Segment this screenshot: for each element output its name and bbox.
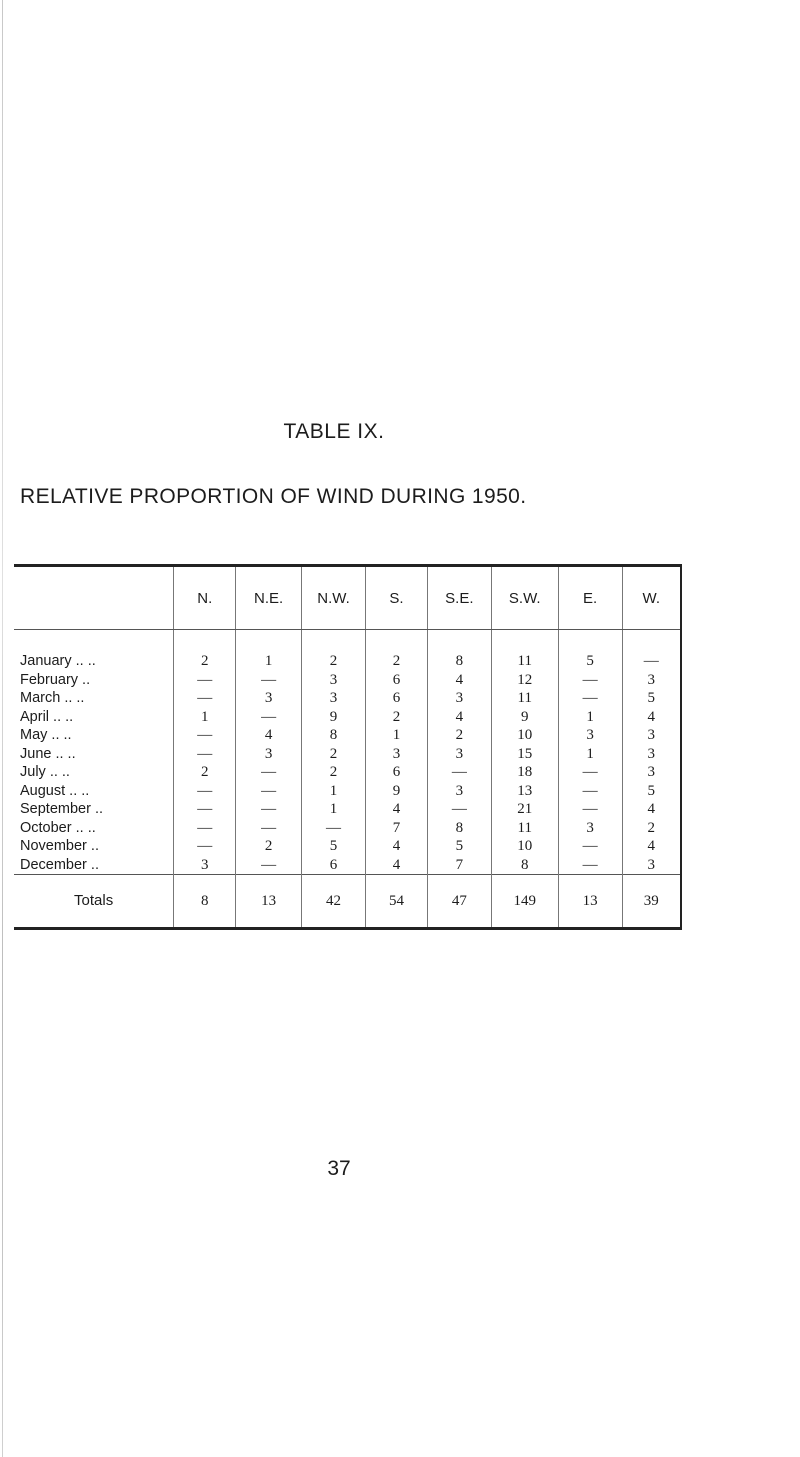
month-label: February .. xyxy=(20,671,91,688)
header-row xyxy=(14,566,681,630)
cell-nw: 1 xyxy=(302,800,366,819)
cell-w: 5 xyxy=(622,782,681,801)
cell-w: 4 xyxy=(622,800,681,819)
table-row xyxy=(14,726,681,745)
cell-e: — xyxy=(558,837,622,856)
table-row xyxy=(14,763,681,782)
cell-se: 3 xyxy=(427,745,491,764)
cell-nw: 2 xyxy=(302,745,366,764)
table-row xyxy=(14,800,681,819)
cell-nw: 2 xyxy=(302,763,366,782)
cell-w: — xyxy=(622,630,681,671)
table-row xyxy=(14,630,681,671)
month-label: June .. .. xyxy=(20,745,76,762)
table-row xyxy=(14,856,681,875)
total-se: 47 xyxy=(427,875,491,929)
cell-sw: 11 xyxy=(491,689,558,708)
table-row xyxy=(14,671,681,690)
table-row xyxy=(14,708,681,727)
cell-sw: 21 xyxy=(491,800,558,819)
cell-ne: — xyxy=(236,819,302,838)
cell-s: 6 xyxy=(366,671,428,690)
cell-ne: 2 xyxy=(236,837,302,856)
cell-se: 7 xyxy=(427,856,491,875)
page-number: 37 xyxy=(327,1157,351,1180)
header-w: W. xyxy=(622,566,681,630)
cell-s: 2 xyxy=(366,708,428,727)
scan-edge xyxy=(2,0,3,1457)
cell-se: 5 xyxy=(427,837,491,856)
table-row xyxy=(14,837,681,856)
header-s: S. xyxy=(366,566,428,630)
cell-ne: — xyxy=(236,856,302,875)
header-e: E. xyxy=(558,566,622,630)
cell-n: — xyxy=(174,671,236,690)
month-label: November .. xyxy=(20,838,99,854)
total-n: 8 xyxy=(174,875,236,929)
cell-s: 4 xyxy=(366,856,428,875)
cell-ne: — xyxy=(236,763,302,782)
header-nw: N.W. xyxy=(302,566,366,630)
cell-w: 3 xyxy=(622,856,681,875)
cell-n: 2 xyxy=(174,763,236,782)
month-label: August .. .. xyxy=(20,782,90,799)
cell-se: 4 xyxy=(427,671,491,690)
cell-e: — xyxy=(558,689,622,708)
cell-se: — xyxy=(427,763,491,782)
cell-w: 2 xyxy=(622,819,681,838)
month-label: September .. xyxy=(20,801,104,817)
cell-nw: — xyxy=(302,819,366,838)
cell-nw: 5 xyxy=(302,837,366,856)
cell-sw: 9 xyxy=(491,708,558,727)
cell-ne: — xyxy=(236,671,302,690)
totals-row xyxy=(14,875,681,929)
cell-sw: 11 xyxy=(491,819,558,838)
cell-e: — xyxy=(558,856,622,875)
cell-e: 3 xyxy=(558,726,622,745)
cell-w: 3 xyxy=(622,726,681,745)
cell-ne: — xyxy=(236,708,302,727)
cell-nw: 6 xyxy=(302,856,366,875)
cell-s: 6 xyxy=(366,763,428,782)
cell-sw: 10 xyxy=(491,837,558,856)
cell-w: 3 xyxy=(622,745,681,764)
cell-n: — xyxy=(174,782,236,801)
header-se: S.E. xyxy=(427,566,491,630)
cell-nw: 8 xyxy=(302,726,366,745)
cell-n: — xyxy=(174,837,236,856)
cell-ne: 3 xyxy=(236,745,302,764)
cell-n: 1 xyxy=(174,708,236,727)
cell-sw: 15 xyxy=(491,745,558,764)
cell-nw: 3 xyxy=(302,689,366,708)
month-label: April .. .. xyxy=(20,708,74,725)
cell-sw: 13 xyxy=(491,782,558,801)
cell-s: 7 xyxy=(366,819,428,838)
cell-se: 8 xyxy=(427,630,491,671)
cell-sw: 8 xyxy=(491,856,558,875)
cell-se: 3 xyxy=(427,689,491,708)
cell-nw: 2 xyxy=(302,630,366,671)
cell-ne: 1 xyxy=(236,630,302,671)
cell-s: 4 xyxy=(366,800,428,819)
month-label: May .. .. xyxy=(20,727,72,743)
cell-sw: 11 xyxy=(491,630,558,671)
header-ne: N.E. xyxy=(236,566,302,630)
table-title: TABLE IX. xyxy=(283,420,385,443)
totals-label: Totals xyxy=(14,875,174,929)
cell-s: 3 xyxy=(366,745,428,764)
month-label: July .. .. xyxy=(20,764,70,780)
cell-s: 4 xyxy=(366,837,428,856)
header-month xyxy=(14,566,174,630)
cell-w: 5 xyxy=(622,689,681,708)
cell-e: — xyxy=(558,763,622,782)
table-body xyxy=(14,630,681,875)
cell-nw: 3 xyxy=(302,671,366,690)
cell-se: 8 xyxy=(427,819,491,838)
cell-s: 1 xyxy=(366,726,428,745)
cell-n: — xyxy=(174,689,236,708)
cell-e: 5 xyxy=(558,630,622,671)
cell-w: 4 xyxy=(622,837,681,856)
month-label: March .. .. xyxy=(20,690,85,706)
cell-w: 3 xyxy=(622,671,681,690)
table-row xyxy=(14,689,681,708)
cell-se: 2 xyxy=(427,726,491,745)
cell-n: — xyxy=(174,819,236,838)
total-ne: 13 xyxy=(236,875,302,929)
header-sw: S.W. xyxy=(491,566,558,630)
cell-se: 4 xyxy=(427,708,491,727)
table-subtitle: RELATIVE PROPORTION OF WIND DURING 1950. xyxy=(20,485,527,508)
month-label: January .. .. xyxy=(20,653,96,669)
cell-e: — xyxy=(558,671,622,690)
cell-n: — xyxy=(174,745,236,764)
wind-table xyxy=(14,564,682,930)
cell-w: 3 xyxy=(622,763,681,782)
cell-e: 3 xyxy=(558,819,622,838)
total-sw: 149 xyxy=(491,875,558,929)
cell-e: 1 xyxy=(558,745,622,764)
total-nw: 42 xyxy=(302,875,366,929)
cell-sw: 12 xyxy=(491,671,558,690)
cell-n: — xyxy=(174,726,236,745)
cell-ne: 4 xyxy=(236,726,302,745)
cell-ne: — xyxy=(236,782,302,801)
cell-e: — xyxy=(558,782,622,801)
cell-nw: 1 xyxy=(302,782,366,801)
cell-ne: 3 xyxy=(236,689,302,708)
header-n: N. xyxy=(174,566,236,630)
table-row xyxy=(14,745,681,764)
cell-s: 2 xyxy=(366,630,428,671)
cell-n: 2 xyxy=(174,630,236,671)
total-w: 39 xyxy=(622,875,681,929)
table-row xyxy=(14,819,681,838)
month-label: December .. xyxy=(20,856,99,873)
cell-n: 3 xyxy=(174,856,236,875)
cell-e: 1 xyxy=(558,708,622,727)
cell-sw: 18 xyxy=(491,763,558,782)
cell-e: — xyxy=(558,800,622,819)
cell-se: 3 xyxy=(427,782,491,801)
cell-sw: 10 xyxy=(491,726,558,745)
table-row xyxy=(14,782,681,801)
cell-nw: 9 xyxy=(302,708,366,727)
cell-w: 4 xyxy=(622,708,681,727)
cell-ne: — xyxy=(236,800,302,819)
cell-n: — xyxy=(174,800,236,819)
month-label: October .. .. xyxy=(20,819,96,836)
cell-s: 6 xyxy=(366,689,428,708)
total-s: 54 xyxy=(366,875,428,929)
total-e: 13 xyxy=(558,875,622,929)
cell-s: 9 xyxy=(366,782,428,801)
cell-se: — xyxy=(427,800,491,819)
